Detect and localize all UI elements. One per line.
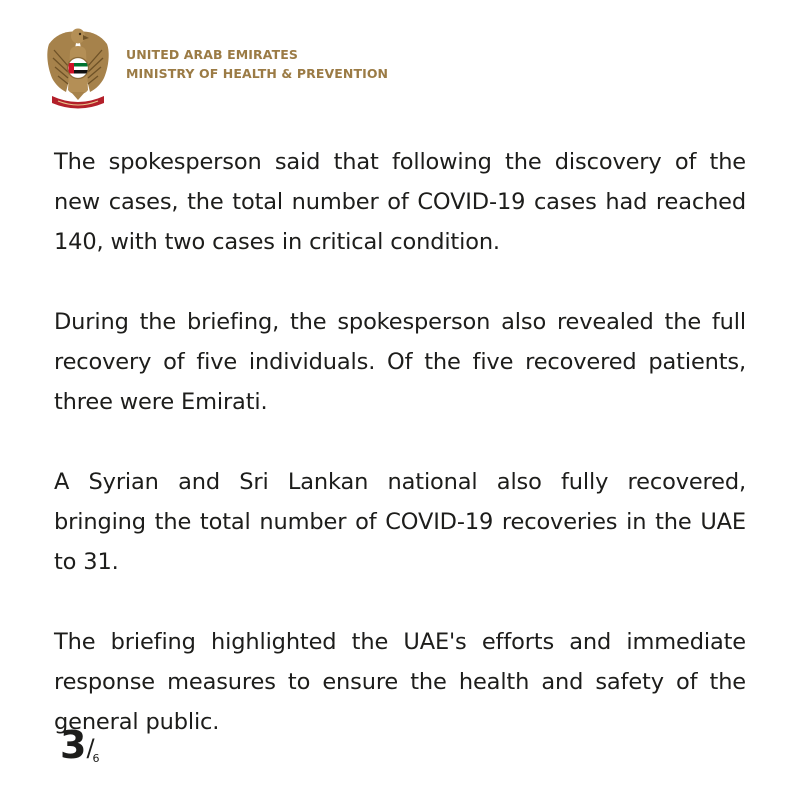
paragraph: A Syrian and Sri Lankan national also fully recovered, bringing the total number of COVID-19 recoveries in the UAE to 31. (54, 469, 746, 575)
article-body (54, 142, 746, 782)
header (44, 22, 744, 112)
page-separator: / (86, 734, 95, 762)
page-indicator (60, 724, 100, 774)
current-page: 3 (60, 723, 86, 767)
paragraph: The spokesperson said that following the discovery of the new cases, the total number of COVID-19 cases had reached 140, with two cases in critical condition. (54, 149, 746, 255)
country-name: UNITED ARAB EMIRATES (126, 47, 298, 62)
paragraph: During the briefing, the spokesperson also revealed the full recovery of five individuals. Of the five recovered patients, three were Emirati. (54, 309, 746, 415)
ministry-title: MINISTRY OF HEALTH & PREVENTION (126, 66, 389, 81)
uae-emblem-icon (44, 22, 112, 110)
ministry-name (126, 45, 388, 83)
paragraph: The briefing highlighted the UAE's efforts and immediate response measures to ensure the health and safety of the general public. (54, 629, 746, 735)
total-pages: 6 (92, 752, 100, 765)
